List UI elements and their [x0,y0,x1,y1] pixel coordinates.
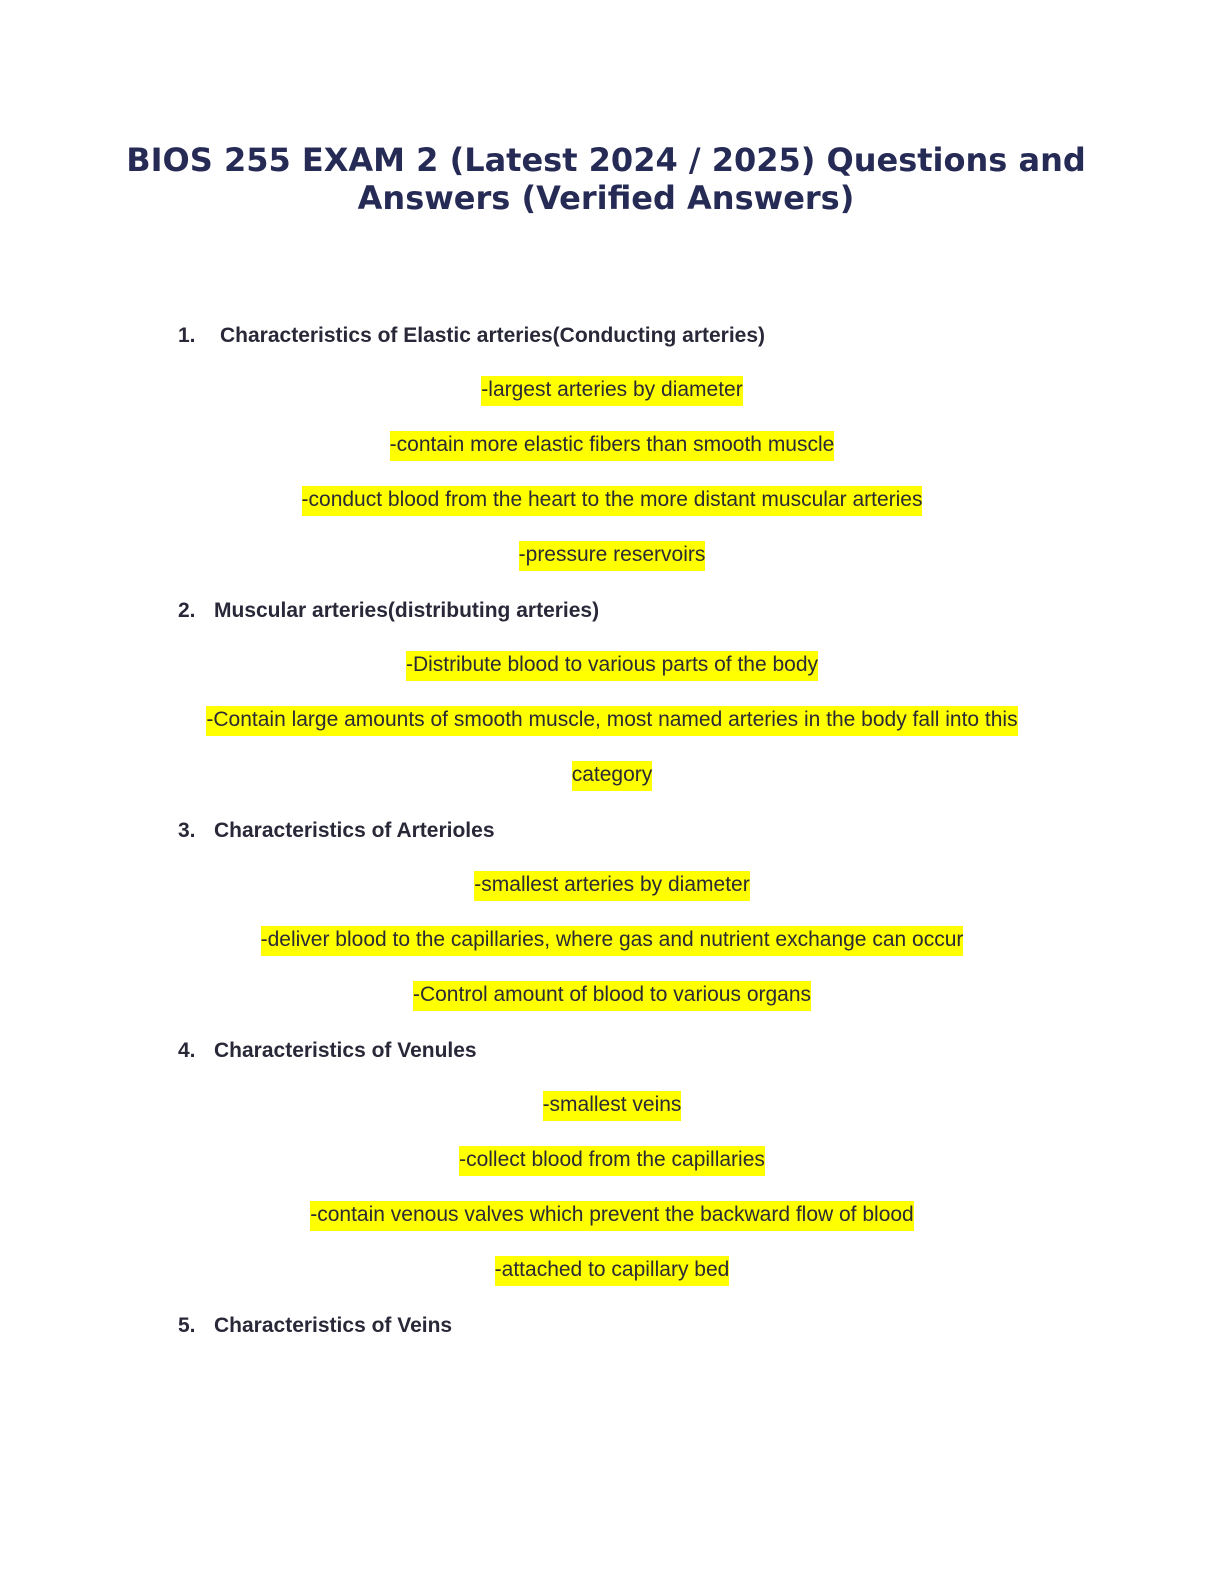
question-number: 4. [178,1038,196,1062]
answer-line [0,528,1224,583]
question-heading [178,803,1224,858]
answer-line [0,693,1224,748]
question-number: 1. [178,323,196,347]
highlighted-answer: -attached to capillary bed [495,1256,730,1286]
question-heading [178,1298,1224,1353]
question-text: Characteristics of Venules [214,1038,477,1062]
answer-line [0,748,1224,803]
question-number: 3. [178,818,196,842]
answer-line [0,1243,1224,1298]
answer-line [0,858,1224,913]
answer-line [0,363,1224,418]
question-list [0,308,1224,1353]
highlighted-answer: -conduct blood from the heart to the more distant muscular arteries [302,486,923,516]
question-heading [178,1023,1224,1078]
highlighted-answer: -smallest veins [543,1091,682,1121]
answer-line [0,473,1224,528]
highlighted-answer: category [572,761,653,791]
document-title: BIOS 255 EXAM 2 (Latest 2024 / 2025) Questions and Answers (Verified Answers) [126,141,1086,217]
question-heading [178,308,1224,363]
answer-line [0,418,1224,473]
highlighted-answer: -contain venous valves which prevent the backward flow of blood [310,1201,914,1231]
question-text: Characteristics of Veins [214,1313,453,1337]
question-number: 5. [178,1313,196,1337]
question-text: Characteristics of Arterioles [214,818,495,842]
question-text: Muscular arteries(distributing arteries) [214,598,600,622]
question-number: 2. [178,598,196,622]
answer-line [0,1188,1224,1243]
answer-line [0,1078,1224,1133]
highlighted-answer: -largest arteries by diameter [481,376,742,406]
question-text: Characteristics of Elastic arteries(Conducting arteries) [220,323,766,347]
highlighted-answer: -Distribute blood to various parts of the body [406,651,818,681]
answer-line [0,1133,1224,1188]
answer-line [0,968,1224,1023]
highlighted-answer: -collect blood from the capillaries [459,1146,765,1176]
answer-line [0,638,1224,693]
highlighted-answer: -smallest arteries by diameter [474,871,749,901]
answer-line [0,913,1224,968]
highlighted-answer: -Control amount of blood to various organs [413,981,811,1011]
highlighted-answer: -deliver blood to the capillaries, where gas and nutrient exchange can occur [261,926,964,956]
highlighted-answer: -Contain large amounts of smooth muscle, most named arteries in the body fall into this [206,706,1017,736]
highlighted-answer: -pressure reservoirs [519,541,706,571]
highlighted-answer: -contain more elastic fibers than smooth muscle [390,431,835,461]
question-heading [178,583,1224,638]
